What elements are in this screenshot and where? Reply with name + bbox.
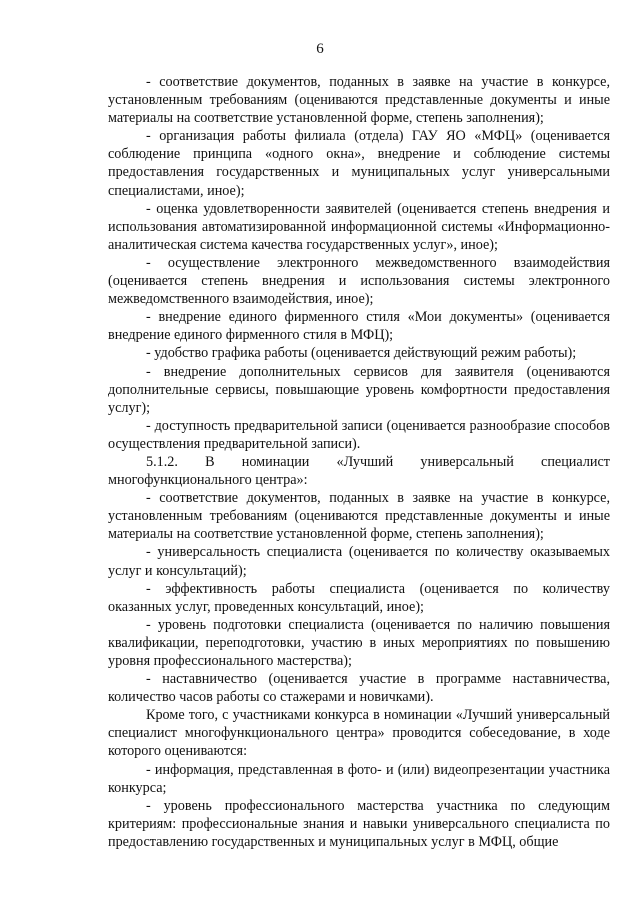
document-body	[108, 73, 610, 851]
paragraph: - организация работы филиала (отдела) ГАУ ЯО «МФЦ» (оценивается соблюдение принципа «одного окна», внедрение и соблюдение системы предоставления государственных и муниципальных услуг универсальными специалистами, иное);	[108, 128, 610, 199]
paragraph: - наставничество (оценивается участие в программе наставничества, количество часов работы со стажерами и новичками).	[108, 671, 610, 706]
page-number: 6	[316, 41, 324, 57]
paragraph: - соответствие документов, поданных в заявке на участие в конкурсе, установленным требованиям (оцениваются представленные документы и иные материалы на соответствие установленной форме, степень заполнения);	[108, 490, 610, 543]
paragraph: - оценка удовлетворенности заявителей (оценивается степень внедрения и использования автоматизированной информационной системы «Информационно-аналитическая система качества государственных услуг», иное);	[108, 200, 610, 253]
paragraph: - внедрение дополнительных сервисов для заявителя (оцениваются дополнительные сервисы, повышающие уровень комфортности предоставления услуг);	[108, 363, 610, 416]
paragraph: - уровень профессионального мастерства участника по следующим критериям: профессиональные знания и навыки универсального специалиста по предоставлению государственных и муниципальных услуг в МФЦ, общие	[108, 797, 610, 850]
paragraph: Кроме того, с участниками конкурса в номинации «Лучший универсальный специалист многофункционального центра» проводится собеседование, в ходе которого оцениваются:	[108, 707, 610, 760]
paragraph: - доступность предварительной записи (оценивается разнообразие способов осуществления предварительной записи).	[108, 417, 610, 452]
paragraph: - уровень подготовки специалиста (оценивается по наличию повышения квалификации, переподготовки, участию в иных мероприятиях по повышению уровня профессионального мастерства);	[108, 616, 610, 669]
section-heading: 5.1.2. В номинации «Лучший универсальный специалист многофункционального центра»:	[108, 453, 610, 489]
paragraph: - внедрение единого фирменного стиля «Мои документы» (оценивается внедрение единого фирменного стиля в МФЦ);	[108, 309, 610, 344]
paragraph: - информация, представленная в фото- и (или) видеопрезентации участника конкурса;	[108, 761, 610, 796]
paragraph: - эффективность работы специалиста (оценивается по количеству оказанных услуг, проведенных консультаций, иное);	[108, 580, 610, 615]
paragraph: - соответствие документов, поданных в заявке на участие в конкурсе, установленным требованиям (оцениваются представленные документы и иные материалы на соответствие установленной форме, степень заполнения);	[108, 74, 610, 127]
paragraph: - осуществление электронного межведомственного взаимодействия (оценивается степень внедрения и использования системы электронного межведомственного взаимодействия, иное);	[108, 254, 610, 308]
paragraph: - универсальность специалиста (оценивается по количеству оказываемых услуг и консультаций);	[108, 544, 610, 579]
paragraph: - удобство графика работы (оценивается действующий режим работы);	[146, 345, 577, 362]
